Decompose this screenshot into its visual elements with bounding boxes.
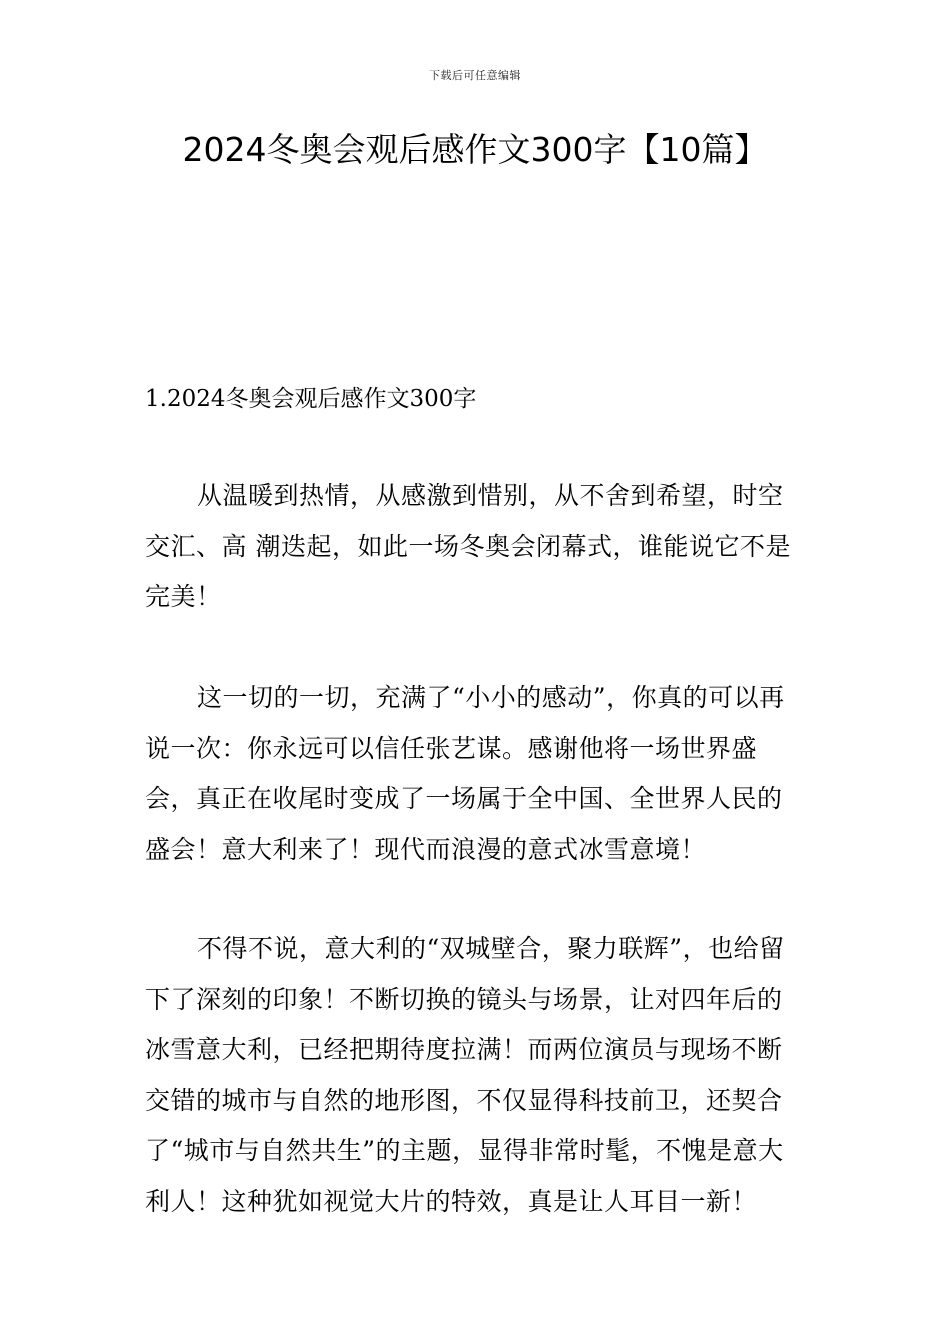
section-heading: 1.2024冬奥会观后感作文300字	[145, 386, 477, 412]
paragraph: 从温暖到热情，从感激到惜别，从不舍到希望，时空交汇、高 潮迭起，如此一场冬奥会闭幕式，谁能说它不是完美！	[145, 481, 791, 611]
header-note: 下载后可任意编辑	[429, 69, 521, 82]
paragraph: 不得不说，意大利的“双城壁合，聚力联辉”，也给留下了深刻的印象！不断切换的镜头与场景，让对四年后的冰雪意大利，已经把期待度拉满！而两位演员与现场不断交错的城市与自然的地形图，不仅显得科技前卫，还契合了“城市与自然共生”的主题，显得非常时髦，不愧是意大利人！这种犹如视觉大片的特效，真是让人耳目一新！	[145, 934, 785, 1216]
paragraph: 这一切的一切，充满了“小小的感动”，你真的可以再说一次：你永远可以信任张艺谋。感谢他将一场世界盛会，真正在收尾时变成了一场属于全中国、全世界人民的盛会！意大利来了！现代而浪漫的意式冰雪意境！	[145, 683, 785, 864]
document-title: 2024冬奥会观后感作文300字【10篇】	[182, 130, 768, 169]
